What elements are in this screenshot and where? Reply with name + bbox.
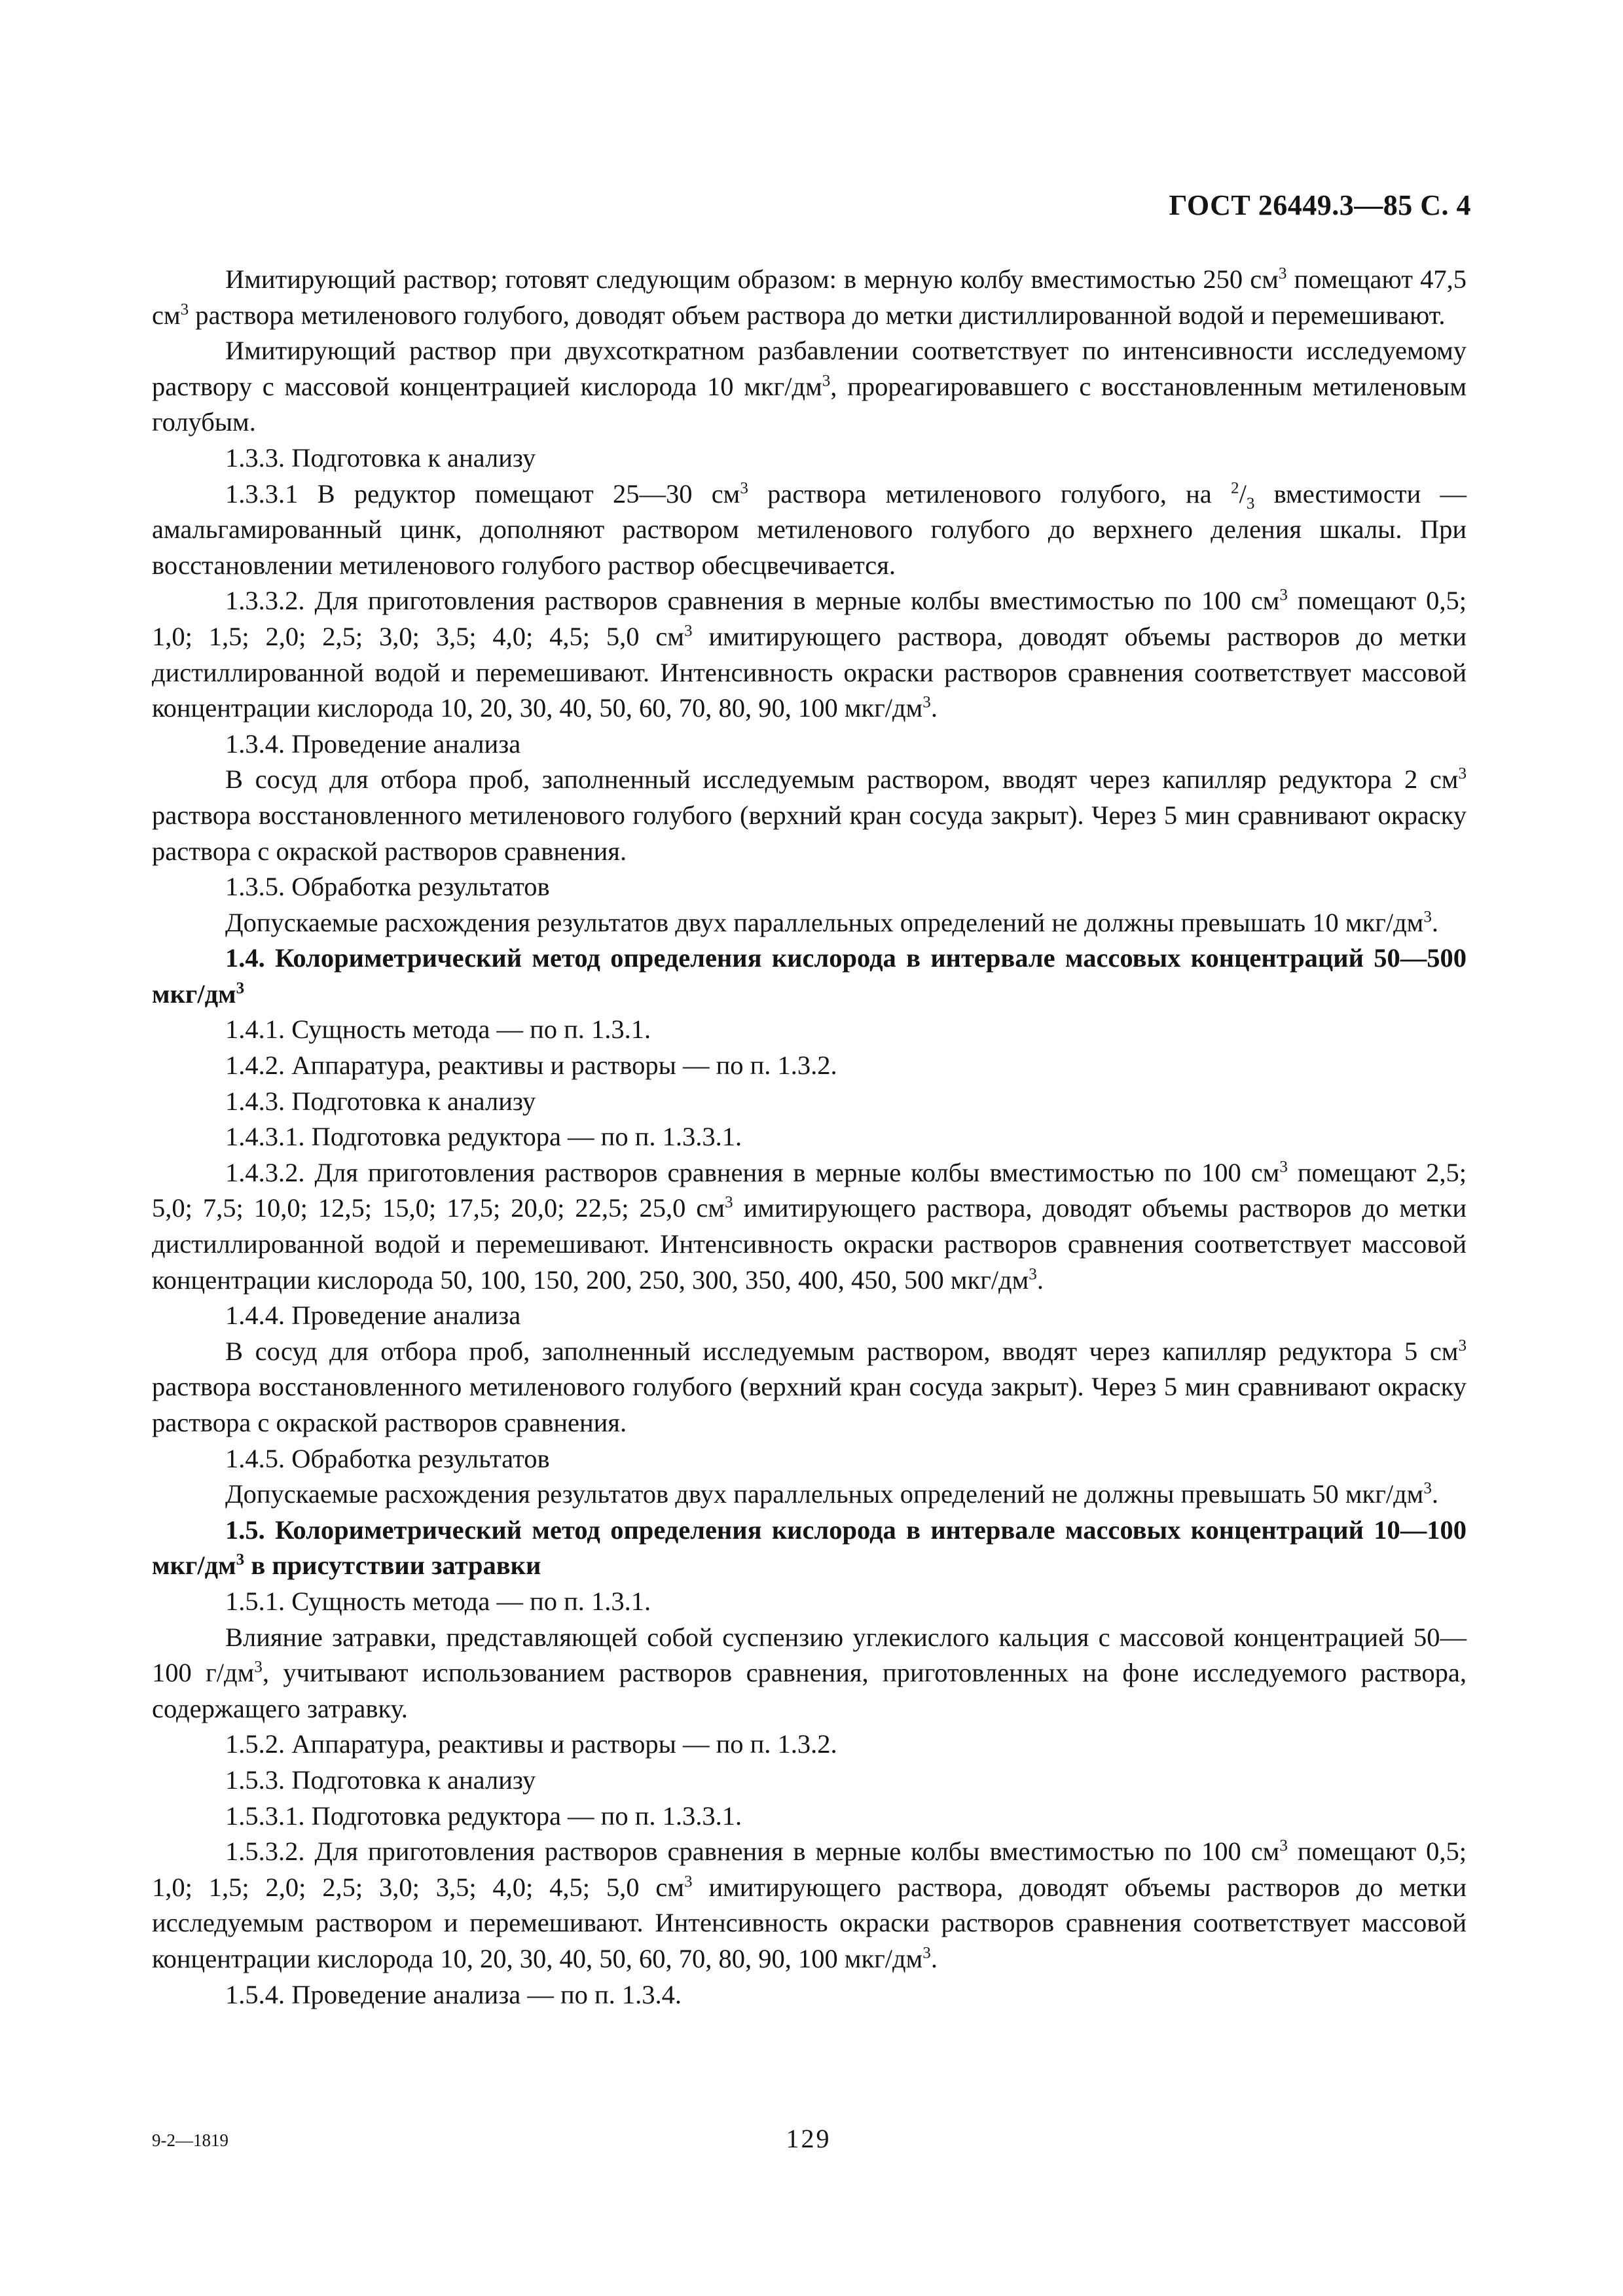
text-run: 1.4.3. Подготовка к анализу <box>225 1086 536 1116</box>
text-run: 1.4.2. Аппаратура, реактивы и растворы — по п. 1.3.2. <box>225 1050 837 1081</box>
paragraph <box>152 1834 1467 1977</box>
text-run: . <box>1431 1479 1438 1509</box>
paragraph <box>152 1799 1467 1835</box>
text-run: 1.4.4. Проведение анализа <box>225 1300 521 1331</box>
text-run: 1.4.1. Сущность метода — по п. 1.3.1. <box>225 1014 651 1045</box>
text-run: имитирующего раствора, доводят объемы растворов до метки дистиллированной водой и перемешивают. Интенсивность окраски растворов сравнения соответствует массовой концентрации кислорода 10, 20, 30, 40, 50, 60, 70, 80, 90, 100 мкг/дм <box>152 621 1467 723</box>
text-run: 1.3.4. Проведение анализа <box>225 728 521 759</box>
text-run: имитирующего раствора, доводят объемы растворов до метки исследуемым раствором и перемешивают. Интенсивность окраски растворов сравнения соответствует массовой концентрации кислорода 10, 20, 30, 40, 50, 60, 70, 80, 90, 100 мкг/дм <box>152 1872 1467 1973</box>
paragraph <box>152 1477 1467 1513</box>
text-run: Влияние затравки, представляющей собой суспензию углекислого кальция с массовой концентрацией 50—100 г/дм <box>152 1622 1467 1688</box>
text-run: 1.4.3.2. Для приготовления растворов сравнения в мерные колбы вместимостью по 100 см <box>225 1157 1280 1187</box>
text-run: помещают 2,5; 5,0; 7,5; 10,0; 12,5; 15,0; 17,5; 20,0; 22,5; 25,0 см <box>152 1157 1467 1223</box>
superscript: 3 <box>254 1658 263 1676</box>
paragraph <box>152 869 1467 905</box>
paragraph <box>152 1763 1467 1799</box>
text-run: 1.4. Колориметрический метод определения кислорода в интервале массовых концентраций 50—500 мкг/дм <box>152 943 1467 1009</box>
text-run: . <box>1036 1265 1044 1295</box>
superscript: 3 <box>822 372 831 390</box>
paragraph <box>152 440 1467 476</box>
text-run: раствора метиленового голубого, доводят объем раствора до метки дистиллированной водой и перемешивают. <box>189 300 1446 330</box>
paragraph <box>152 1084 1467 1120</box>
superscript: 3 <box>236 1551 245 1569</box>
text-run: , учитывают использованием растворов сравнения, приготовленных на фоне исследуемого раствора, содержащего затравку. <box>152 1658 1467 1723</box>
text-run: раствора метиленового голубого, на <box>748 478 1231 509</box>
paragraph <box>152 1012 1467 1048</box>
paragraph <box>152 1155 1467 1298</box>
text-run: 1.5.1. Сущность метода — по п. 1.3.1. <box>225 1586 651 1616</box>
superscript: 3 <box>1278 264 1287 283</box>
text-run: , прореагировавшего с восстановленным метиленовым голубым. <box>152 371 1467 437</box>
subscript: 3 <box>1246 494 1255 512</box>
superscript: 3 <box>1279 1837 1288 1855</box>
paragraph <box>152 1441 1467 1477</box>
paragraph <box>152 1977 1467 2013</box>
text-run: 1.5.2. Аппаратура, реактивы и растворы — по п. 1.3.2. <box>225 1729 837 1759</box>
superscript: 2 <box>1231 479 1239 497</box>
section-heading <box>152 1513 1467 1584</box>
superscript: 3 <box>1423 1479 1432 1498</box>
text-run: вместимости — амальгамированный цинк, дополняют раствором метиленового голубого до верхнего деления шкалы. При восстановлении метиленового голубого раствор обесцвечивается. <box>152 478 1467 580</box>
text-run: / <box>1239 478 1247 509</box>
superscript: 3 <box>922 693 931 711</box>
text-run: . <box>930 693 938 723</box>
text-run: раствора восстановленного метиленового голубого (верхний кран сосуда закрыт). Через 5 мин сравнивают окраску раствора с окраской растворов сравнения. <box>152 800 1467 866</box>
text-run: Допускаемые расхождения результатов двух параллельных определений не должны превышать 10 мкг/дм <box>225 907 1424 937</box>
superscript: 3 <box>1029 1265 1037 1283</box>
text-run: 1.3.3.1 В редуктор помещают 25—30 см <box>225 478 740 509</box>
text-run: Допускаемые расхождения результатов двух параллельных определений не должны превышать 50 мкг/дм <box>225 1479 1424 1509</box>
superscript: 3 <box>1423 908 1432 926</box>
text-run: 1.5.3.2. Для приготовления растворов сравнения в мерные колбы вместимостью по 100 см <box>225 1837 1280 1867</box>
text-run: 1.3.5. Обработка результатов <box>225 872 550 902</box>
page-number: 129 <box>786 2124 831 2153</box>
superscript: 3 <box>922 1944 931 1962</box>
paragraph <box>152 1119 1467 1155</box>
paragraph <box>152 1727 1467 1763</box>
text-run: . <box>1431 907 1438 937</box>
paragraph <box>152 762 1467 869</box>
paragraph <box>152 1334 1467 1441</box>
paragraph <box>152 333 1467 440</box>
superscript: 3 <box>684 622 693 640</box>
text-run: раствора восстановленного метиленового голубого (верхний кран сосуда закрыт). Через 5 мин сравнивают окраску раствора с окраской растворов сравнения. <box>152 1372 1467 1437</box>
superscript: 3 <box>236 979 245 997</box>
paragraph <box>152 1298 1467 1334</box>
text-run: 1.5.4. Проведение анализа — по п. 1.3.4. <box>225 1979 682 2009</box>
text-run: 1.3.3.2. Для приготовления растворов сравнения в мерные колбы вместимостью по 100 см <box>225 586 1280 616</box>
superscript: 3 <box>684 1873 693 1891</box>
text-run: 1.4.5. Обработка результатов <box>225 1443 550 1473</box>
paragraph <box>152 1584 1467 1620</box>
text-run: Имитирующий раствор; готовят следующим образом: в мерную колбу вместимостью 250 см <box>225 264 1279 294</box>
text-run: В сосуд для отбора проб, заполненный исследуемым раствором, вводят через капилляр редуктора 2 см <box>225 764 1459 795</box>
section-heading <box>152 941 1467 1012</box>
text-run: 1.3.3. Подготовка к анализу <box>225 442 536 473</box>
text-run: 1.5.3.1. Подготовка редуктора — по п. 1.3.3.1. <box>225 1801 742 1831</box>
text-run: в присутствии затравки <box>244 1551 541 1581</box>
text-run: помещают 47,5 см <box>152 264 1467 330</box>
document-body <box>152 262 1467 2013</box>
paragraph <box>152 1048 1467 1084</box>
superscript: 3 <box>1458 1336 1467 1355</box>
paragraph <box>152 905 1467 941</box>
text-run: Имитирующий раствор при двухсоткратном разбавлении соответствует по интенсивности исследуемому раствору с массовой концентрацией кислорода 10 мкг/дм <box>152 336 1467 401</box>
superscript: 3 <box>1458 764 1467 783</box>
footer-code: 9-2—1819 <box>152 2130 228 2150</box>
text-run: имитирующего раствора, доводят объемы растворов до метки дистиллированной водой и перемешивают. Интенсивность окраски растворов сравнения соответствует массовой концентрации кислорода 50, 100, 150, 200, 250, 300, 350, 400, 450, 500 мкг/дм <box>152 1193 1467 1295</box>
superscript: 3 <box>740 479 748 497</box>
paragraph <box>152 726 1467 762</box>
text-run: 1.4.3.1. Подготовка редуктора — по п. 1.3.3.1. <box>225 1122 742 1152</box>
superscript: 3 <box>180 300 189 319</box>
text-run: В сосуд для отбора проб, заполненный исследуемым раствором, вводят через капилляр редуктора 5 см <box>225 1336 1459 1366</box>
superscript: 3 <box>1279 1158 1288 1176</box>
text-run: помещают 0,5; 1,0; 1,5; 2,0; 2,5; 3,0; 3,5; 4,0; 4,5; 5,0 см <box>152 1837 1467 1902</box>
text-run: . <box>930 1943 938 1973</box>
superscript: 3 <box>725 1193 733 1211</box>
paragraph <box>152 262 1467 333</box>
text-run: 1.5.3. Подготовка к анализу <box>225 1765 536 1795</box>
paragraph <box>152 583 1467 726</box>
text-run: помещают 0,5; 1,0; 1,5; 2,0; 2,5; 3,0; 3,5; 4,0; 4,5; 5,0 см <box>152 586 1467 651</box>
text-run: 1.5. Колориметрический метод определения кислорода в интервале массовых концентраций 10—100 мкг/дм <box>152 1515 1467 1581</box>
paragraph <box>152 476 1467 584</box>
superscript: 3 <box>1279 586 1288 604</box>
page-header: ГОСТ 26449.3—85 С. 4 <box>1169 189 1471 221</box>
paragraph <box>152 1620 1467 1727</box>
